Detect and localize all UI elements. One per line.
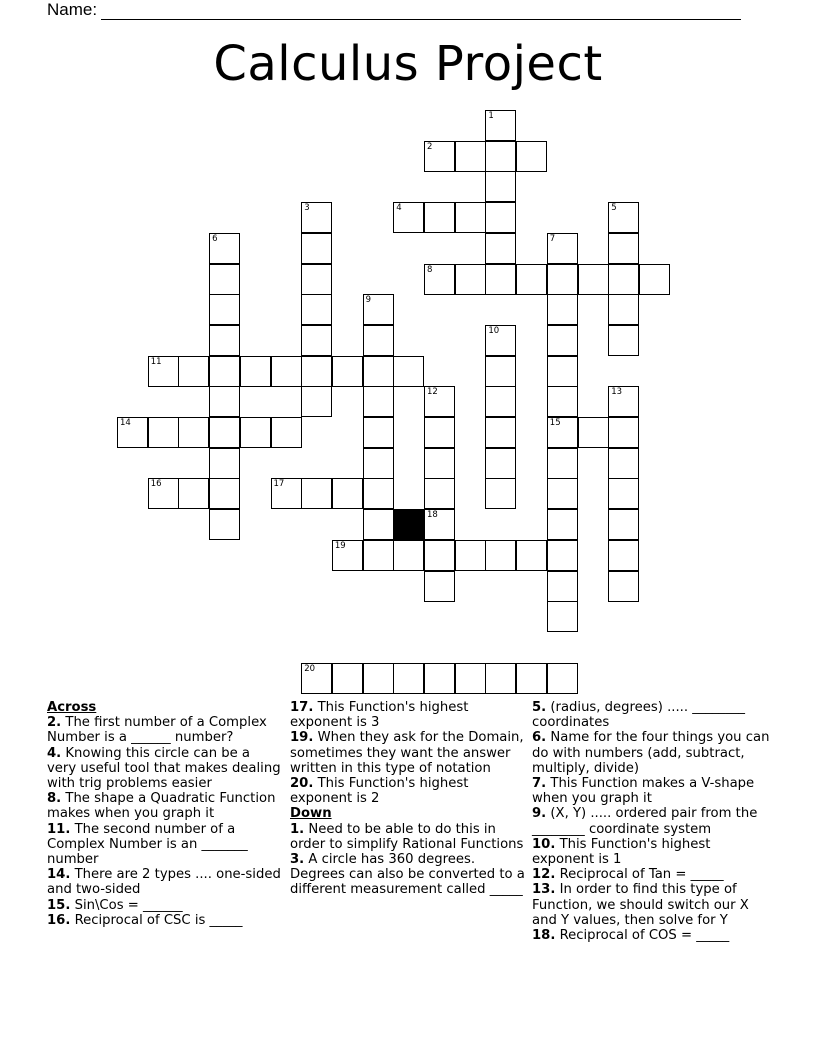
grid-cell[interactable]: [485, 417, 516, 448]
grid-cell[interactable]: [363, 386, 394, 417]
grid-cell[interactable]: [485, 540, 516, 571]
grid-cell[interactable]: [148, 356, 179, 387]
grid-cell[interactable]: [455, 264, 486, 295]
clue-across-20: 20. This Function's highest exponent is 2: [290, 776, 469, 807]
grid-cell[interactable]: [424, 663, 455, 694]
grid-cell[interactable]: [117, 417, 148, 448]
clue-across-16: 16. Reciprocal of CSC is _____: [47, 912, 243, 928]
grid-cell[interactable]: [178, 356, 209, 387]
grid-cell[interactable]: [424, 448, 455, 479]
grid-cell[interactable]: [424, 141, 455, 172]
grid-cell[interactable]: [608, 294, 639, 325]
grid-cell[interactable]: [209, 325, 240, 356]
clue-number: 7: [549, 233, 556, 244]
grid-cell[interactable]: [455, 540, 486, 571]
grid-cell[interactable]: [271, 417, 302, 448]
grid-cell[interactable]: [424, 417, 455, 448]
grid-cell[interactable]: [547, 509, 578, 540]
clue-across-15: 15. Sin\Cos = ______: [47, 897, 183, 913]
grid-cell[interactable]: [424, 540, 455, 571]
grid-cell[interactable]: [424, 478, 455, 509]
grid-cell[interactable]: [363, 663, 394, 694]
grid-cell[interactable]: [485, 233, 516, 264]
grid-cell[interactable]: [393, 663, 424, 694]
grid-cell[interactable]: [547, 325, 578, 356]
clue-across-11: 11. The second number of a Complex Number is an _______ number: [47, 821, 248, 868]
grid-cell[interactable]: [332, 540, 363, 571]
grid-cell[interactable]: [393, 202, 424, 233]
grid-cell[interactable]: [209, 448, 240, 479]
clue-number: 17: [273, 479, 285, 490]
grid-cell[interactable]: [608, 478, 639, 509]
grid-cell[interactable]: [301, 294, 332, 325]
grid-cell[interactable]: [209, 233, 240, 264]
grid-cell[interactable]: [547, 601, 578, 632]
grid-cell[interactable]: [608, 448, 639, 479]
clue-down-13: 13. In order to find this type of Function, we should switch our X and Y values, then solve for Y: [532, 882, 749, 928]
grid-cell[interactable]: [485, 325, 516, 356]
grid-cell[interactable]: [209, 294, 240, 325]
grid-cell[interactable]: [332, 663, 363, 694]
clue-number: 15: [549, 418, 561, 428]
clue-number: 9: [365, 295, 372, 306]
grid-cell[interactable]: [363, 478, 394, 509]
clue-number: 20: [304, 663, 316, 674]
grid-cell[interactable]: [301, 233, 332, 264]
clues-column-1: [47, 700, 282, 928]
grid-cell[interactable]: [516, 264, 547, 295]
grid-cell[interactable]: [485, 264, 516, 295]
clue-across-4: 4. Knowing this circle can be a very useful tool that makes dealing with trig problems easier: [47, 745, 281, 792]
grid-cell[interactable]: [608, 509, 639, 540]
grid-cell[interactable]: [608, 540, 639, 571]
clue-down-5: 5. (radius, degrees) ..... ________ coordinates: [532, 700, 746, 731]
clue-number: 14: [120, 418, 131, 428]
clue-down-1: 1. Need to be able to do this in order to simplify Rational Functions: [290, 821, 524, 852]
grid-cell[interactable]: [363, 509, 394, 540]
grid-cell[interactable]: [485, 663, 516, 694]
grid-cell[interactable]: [485, 386, 516, 417]
grid-cell[interactable]: [608, 417, 639, 448]
grid-cell[interactable]: [485, 110, 516, 141]
clue-across-2: 2. The first number of a Complex Number is a ______ number?: [47, 715, 267, 746]
down-heading: Down: [290, 806, 332, 822]
clue-across-14: 14. There are 2 types .... one-sided and two-sided: [47, 867, 281, 898]
grid-cell[interactable]: [547, 540, 578, 571]
clue-number: 2: [427, 141, 433, 152]
black-square: [393, 509, 424, 540]
grid-cell[interactable]: [301, 325, 332, 356]
clue-number: 19: [334, 540, 346, 551]
grid-cell[interactable]: [209, 264, 240, 295]
page-title: Calculus Project: [213, 36, 603, 92]
grid-cell[interactable]: [608, 264, 639, 295]
grid-cell[interactable]: [240, 356, 271, 387]
grid-cell[interactable]: [178, 478, 209, 509]
grid-cell[interactable]: [455, 663, 486, 694]
clue-number: 6: [212, 233, 218, 244]
grid-cell[interactable]: [455, 202, 486, 233]
grid-cell[interactable]: [301, 663, 332, 694]
clue-number: 16: [150, 479, 162, 490]
grid-cell[interactable]: [608, 571, 639, 602]
clue-number: 11: [150, 356, 162, 367]
clue-number: 12: [427, 387, 438, 398]
grid-cell[interactable]: [148, 478, 179, 509]
grid-cell[interactable]: [424, 386, 455, 417]
grid-cell[interactable]: [516, 540, 547, 571]
grid-cell[interactable]: [547, 386, 578, 417]
grid-cell[interactable]: [271, 478, 302, 509]
grid-cell[interactable]: [608, 202, 639, 233]
grid-cell[interactable]: [178, 417, 209, 448]
grid-cell[interactable]: [547, 264, 578, 295]
grid-cell[interactable]: [301, 202, 332, 233]
grid-cell[interactable]: [363, 448, 394, 479]
clue-number: 13: [611, 387, 623, 398]
clue-number: 3: [304, 203, 310, 214]
grid-cell[interactable]: [271, 356, 302, 387]
grid-cell[interactable]: [455, 141, 486, 172]
clue-down-18: 18. Reciprocal of COS = _____: [532, 928, 730, 944]
grid-cell[interactable]: [516, 141, 547, 172]
grid-cell[interactable]: [301, 264, 332, 295]
clue-down-6: 6. Name for the four things you can do with numbers (add, subtract, multiply, divide): [532, 730, 770, 776]
clue-down-9: 9. (X, Y) ..... ordered pair from the ________ coordinate system: [532, 806, 758, 837]
clue-number: 18: [427, 510, 438, 521]
clue-across-8: 8. The shape a Quadratic Function makes when you graph it: [47, 791, 276, 822]
grid-cell[interactable]: [393, 356, 424, 387]
grid-cell[interactable]: [547, 448, 578, 479]
grid-cell[interactable]: [363, 417, 394, 448]
grid-cell[interactable]: [578, 264, 609, 295]
grid-cell[interactable]: [363, 294, 394, 325]
grid-cell[interactable]: [608, 386, 639, 417]
clue-number: 5: [611, 203, 617, 214]
grid-cell[interactable]: [578, 417, 609, 448]
clue-down-12: 12. Reciprocal of Tan = _____: [532, 867, 724, 883]
grid-cell[interactable]: [301, 356, 332, 387]
grid-cell[interactable]: [547, 663, 578, 694]
grid-cell[interactable]: [363, 356, 394, 387]
grid-cell[interactable]: [424, 509, 455, 540]
grid-cell[interactable]: [209, 417, 240, 448]
grid-cell[interactable]: [148, 417, 179, 448]
clue-number: 4: [396, 203, 402, 214]
clue-down-10: 10. This Function's highest exponent is 1: [532, 836, 711, 868]
grid-cell[interactable]: [209, 509, 240, 540]
name-label: Name:: [47, 0, 98, 19]
grid-cell[interactable]: [485, 141, 516, 172]
grid-cell[interactable]: [547, 571, 578, 602]
grid-cell[interactable]: [547, 478, 578, 509]
grid-cell[interactable]: [485, 356, 516, 387]
grid-cell[interactable]: [424, 264, 455, 295]
clues-column-3: [532, 700, 772, 943]
grid-cell[interactable]: [547, 233, 578, 264]
clue-number: 10: [488, 325, 500, 336]
clues-column-2: [290, 700, 530, 898]
clue-number: 1: [488, 111, 494, 121]
grid-cell[interactable]: [424, 202, 455, 233]
grid-cell[interactable]: [393, 540, 424, 571]
grid-cell[interactable]: [209, 478, 240, 509]
grid-cell[interactable]: [547, 356, 578, 387]
grid-cell[interactable]: [485, 171, 516, 202]
grid-cell[interactable]: [516, 663, 547, 694]
grid-cell[interactable]: [301, 478, 332, 509]
grid-cell[interactable]: [424, 571, 455, 602]
grid-cell[interactable]: [363, 540, 394, 571]
grid-cell[interactable]: [332, 356, 363, 387]
across-heading: Across: [47, 700, 97, 715]
grid-cell[interactable]: [301, 386, 332, 417]
grid-cell[interactable]: [608, 233, 639, 264]
grid-cell[interactable]: [547, 417, 578, 448]
clue-number: 8: [427, 264, 433, 275]
grid-cell[interactable]: [240, 417, 271, 448]
grid-cell[interactable]: [485, 448, 516, 479]
grid-cell[interactable]: [485, 202, 516, 233]
grid-cell[interactable]: [363, 325, 394, 356]
grid-cell[interactable]: [485, 478, 516, 509]
grid-cell[interactable]: [209, 386, 240, 417]
grid-cell[interactable]: [332, 478, 363, 509]
grid-cell[interactable]: [608, 325, 639, 356]
grid-cell[interactable]: [209, 356, 240, 387]
grid-cell[interactable]: [547, 294, 578, 325]
clue-across-19: 19. When they ask for the Domain, sometimes they want the answer written in this type of notation: [290, 730, 524, 776]
clue-down-3: 3. A circle has 360 degrees. Degrees can also be converted to a different measurement called _____: [290, 852, 525, 898]
grid-cell[interactable]: [639, 264, 670, 295]
clue-down-7: 7. This Function makes a V-shape when you graph it: [532, 776, 755, 807]
clue-across-17: 17. This Function's highest exponent is 3: [290, 700, 469, 731]
